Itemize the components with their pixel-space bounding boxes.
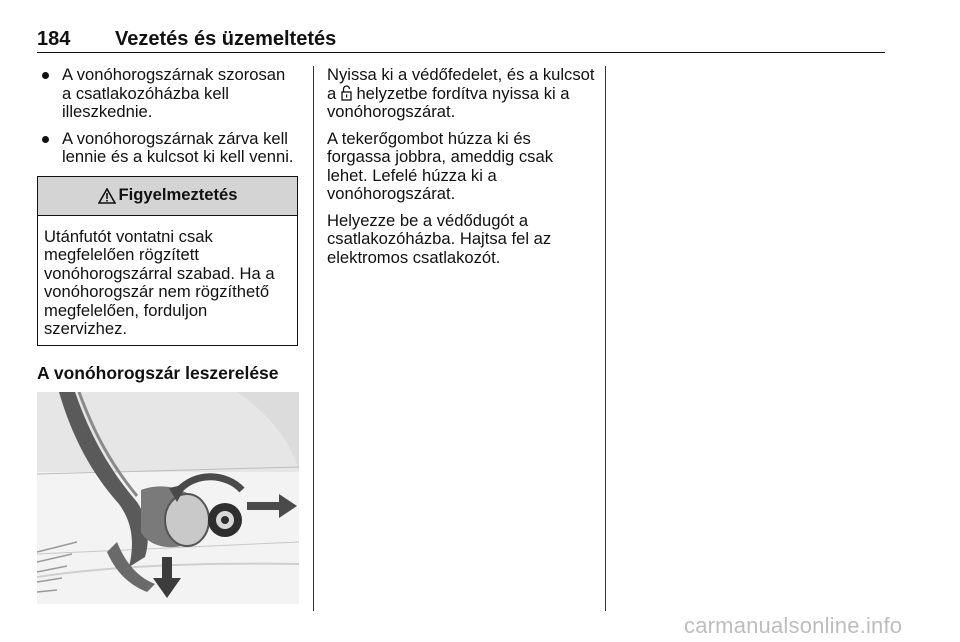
column-divider bbox=[313, 66, 314, 611]
column-divider bbox=[605, 66, 606, 611]
warning-text: Utánfutót vontatni csak megfelelően rögzített vonóhorogszárral szabad. Ha a vonóhorogszár nem rögzíthető megfelelően, forduljon szervizhez. bbox=[44, 226, 275, 338]
warning-triangle-icon bbox=[98, 188, 116, 204]
subheading: A vonóhorogszár leszerelése bbox=[37, 362, 279, 383]
paragraph-text: helyzetbe fordítva nyissa ki a vonóhorogszárat. bbox=[327, 83, 570, 121]
padlock-open-icon bbox=[341, 85, 352, 101]
paragraph: A tekerőgombot húzza ki és forgassa jobbra, ameddig csak lehet. Lefelé húzza ki a vonóhorogszárat. bbox=[327, 128, 553, 203]
bullet-list bbox=[37, 66, 299, 167]
paragraph bbox=[327, 66, 595, 122]
paragraph: Helyezze be a védődugót a csatlakozóházba. Hajtsa fel az elektromos csatlakozót. bbox=[327, 210, 552, 267]
watermark: carmanualsonline.info bbox=[684, 613, 903, 638]
page-header bbox=[37, 18, 885, 53]
warning-title: Figyelmeztetés bbox=[118, 185, 238, 205]
warning-header bbox=[38, 177, 297, 216]
page-number: 184 bbox=[37, 28, 71, 50]
list-item: A vonóhorogszárnak zárva kell lennie és a kulcsot ki kell venni. bbox=[37, 130, 299, 167]
section-title: Vezetés és üzemeltetés bbox=[115, 28, 337, 50]
tow-bar-removal-illustration bbox=[37, 392, 299, 604]
tow-bar-removal-figure bbox=[37, 392, 299, 604]
left-column bbox=[37, 66, 299, 604]
list-item: A vonóhorogszárnak szorosan a csatlakozóházba kell illeszkednie. bbox=[37, 66, 299, 122]
paragraph-text: Nyissa ki a védőfedelet, és a kulcsot a bbox=[327, 65, 595, 103]
middle-column bbox=[327, 66, 595, 275]
warning-box bbox=[37, 176, 298, 346]
